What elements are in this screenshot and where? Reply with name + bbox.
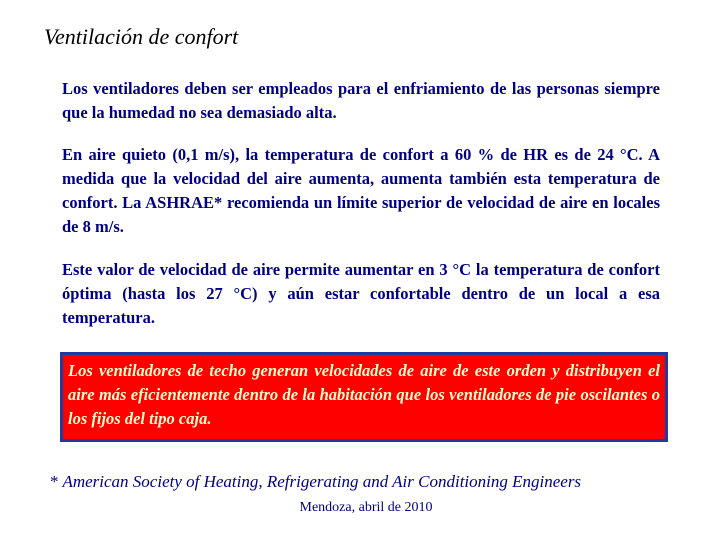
- paragraph-air-velocity: Este valor de velocidad de aire permite aumentar en 3 °C la temperatura de confort óptima (hasta los 27 °C) y aún estar confortable dentro de un local a esa temperatura.: [62, 260, 660, 327]
- footnote: [50, 472, 680, 492]
- highlight-text: Los ventiladores de techo generan velocidades de aire de este orden y distribuyen el aire más eficientemente dentro de la habitación que los ventiladores de pie oscilantes o los fijos del tipo caja.: [68, 361, 660, 428]
- footnote-text: American Society of Heating, Refrigerating and Air Conditioning Engineers: [62, 472, 582, 491]
- slide-date: Mendoza, abril de 2010: [299, 500, 433, 515]
- paragraph-fan-usage: Los ventiladores deben ser empleados para el enfriamiento de las personas siempre que la humedad no sea demasiado alta.: [62, 79, 660, 122]
- paragraph-comfort-temperature: En aire quieto (0,1 m/s), la temperatura de confort a 60 % de HR es de 24 °C. A medida que la velocidad del aire aumenta, aumenta también esta temperatura de confort. La ASHRAE* recomienda un límite superior de velocidad de aire en locales de 8 m/s.: [62, 145, 660, 236]
- footnote-mark: *: [50, 472, 59, 491]
- slide-title: Ventilación de confort: [44, 24, 239, 49]
- highlight-box: [60, 352, 668, 442]
